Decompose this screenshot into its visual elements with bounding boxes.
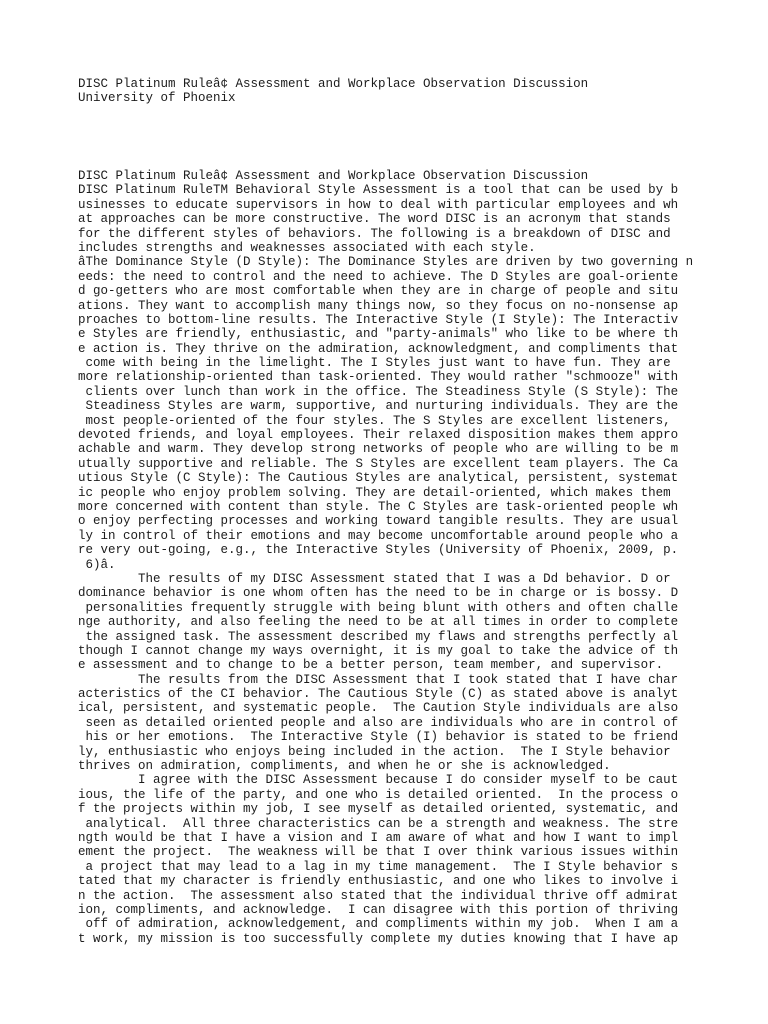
body-line: âThe Dominance Style (D Style): The Dominance Styles are driven by two governing n: [78, 255, 694, 270]
header-line: DISC Platinum Ruleâ¢ Assessment and Workplace Observation Discussion: [78, 77, 589, 91]
body-line: achable and warm. They develop strong networks of people who are willing to be m: [78, 442, 679, 457]
body-line: ations. They want to accomplish many things now, so they focus on no-nonsense ap: [78, 298, 679, 313]
body-line: dominance behavior is one whom often has the need to be in charge or is bossy. D: [78, 586, 679, 601]
body-line: his or her emotions. The Interactive Style (I) behavior is stated to be friend: [78, 730, 679, 745]
body-line: e action is. They thrive on the admiration, acknowledgment, and compliments that: [78, 341, 679, 356]
body-line: ion, compliments, and acknowledge. I can disagree with this portion of thriving: [78, 902, 679, 917]
body-line: n the action. The assessment also stated that the individual thrive off admirat: [78, 888, 679, 903]
body-line: clients over lunch than work in the office. The Steadiness Style (S Style): The: [78, 384, 679, 399]
body-line: utually supportive and reliable. The S Styles are excellent team players. The Ca: [78, 456, 679, 471]
body-line: utious Style (C Style): The Cautious Styles are analytical, persistent, systemat: [78, 471, 679, 486]
body-line: d go-getters who are most comfortable when they are in charge of people and situ: [78, 284, 679, 299]
body-line: tated that my character is friendly enthusiastic, and one who likes to involve i: [78, 874, 679, 889]
body-line: I agree with the DISC Assessment because I do consider myself to be caut: [78, 773, 679, 788]
body-line: ly, enthusiastic who enjoys being included in the action. The I Style behavior: [78, 744, 671, 759]
body-line: ic people who enjoy problem solving. They are detail-oriented, which makes them: [78, 485, 671, 500]
body-line: ical, persistent, and systematic people. The Caution Style individuals are also: [78, 701, 679, 716]
body-line: nge authority, and also feeling the need to be at all times in order to complete: [78, 615, 679, 630]
body-line: though I cannot change my ways overnight, it is my goal to take the advice of th: [78, 643, 679, 658]
body-line: more relationship-oriented than task-oriented. They would rather "schmooze" with: [78, 370, 679, 385]
body-line: The results of my DISC Assessment stated that I was a Dd behavior. D or: [78, 571, 671, 586]
body-line: f the projects within my job, I see myself as detailed oriented, systematic, and: [78, 802, 679, 817]
body-line: e assessment and to change to be a better person, team member, and supervisor.: [78, 658, 664, 673]
body-line: devoted friends, and loyal employees. Their relaxed disposition makes them appro: [78, 428, 679, 443]
body-line: DISC Platinum Ruleâ¢ Assessment and Workplace Observation Discussion: [78, 169, 589, 183]
body-line: DISC Platinum RuleTM Behavioral Style Assessment is a tool that can be used by b: [78, 183, 679, 198]
body-line: t work, my mission is too successfully complete my duties knowing that I have ap: [78, 931, 679, 946]
body-line: o enjoy perfecting processes and working toward tangible results. They are usual: [78, 514, 679, 529]
body-line: The results from the DISC Assessment that I took stated that I have char: [78, 672, 679, 687]
body-line: ngth would be that I have a vision and I am aware of what and how I want to impl: [78, 830, 679, 845]
body-line: at approaches can be more constructive. The word DISC is an acronym that stands: [78, 212, 671, 227]
body-line: e Styles are friendly, enthusiastic, and "party-animals" who like to be where th: [78, 327, 679, 342]
document-body: [78, 169, 718, 946]
body-line: ious, the life of the party, and one who is detailed oriented. In the process o: [78, 787, 679, 802]
body-line: a project that may lead to a lag in my time management. The I Style behavior s: [78, 859, 679, 874]
body-line: includes strengths and weaknesses associated with each style.: [78, 240, 536, 255]
body-line: Steadiness Styles are warm, supportive, and nurturing individuals. They are the: [78, 399, 679, 414]
body-line: analytical. All three characteristics can be a strength and weakness. The stre: [78, 816, 679, 831]
body-line: re very out-going, e.g., the Interactive Styles (University of Phoenix, 2009, p.: [78, 543, 679, 558]
body-line: for the different styles of behaviors. The following is a breakdown of DISC and: [78, 226, 671, 241]
body-line: personalities frequently struggle with being blunt with others and often challe: [78, 600, 679, 615]
body-line: most people-oriented of the four styles. The S Styles are excellent listeners,: [78, 413, 671, 428]
body-line: come with being in the limelight. The I Styles just want to have fun. They are: [78, 356, 671, 371]
body-line: acteristics of the CI behavior. The Cautious Style (C) as stated above is analyt: [78, 687, 679, 702]
body-line: eeds: the need to control and the need to achieve. The D Styles are goal-oriente: [78, 269, 679, 284]
body-line: proaches to bottom-line results. The Interactive Style (I Style): The Interactiv: [78, 312, 679, 327]
header-line: University of Phoenix: [78, 91, 236, 106]
body-line: usinesses to educate supervisors in how to deal with particular employees and wh: [78, 197, 679, 212]
body-line: ement the project. The weakness will be that I over think various issues within: [78, 845, 679, 860]
body-line: more concerned with content than style. The C Styles are task-oriented people wh: [78, 499, 679, 514]
body-line: 6)â.: [78, 557, 116, 572]
body-line: ly in control of their emotions and may become uncomfortable around people who a: [78, 528, 679, 543]
body-line: seen as detailed oriented people and also are individuals who are in control of: [78, 715, 679, 730]
body-line: off of admiration, acknowledgement, and compliments within my job. When I am a: [78, 917, 679, 932]
body-line: thrives on admiration, compliments, and when he or she is acknowledged.: [78, 759, 611, 774]
document-header: [78, 77, 718, 106]
body-line: the assigned task. The assessment described my flaws and strengths perfectly al: [78, 629, 679, 644]
